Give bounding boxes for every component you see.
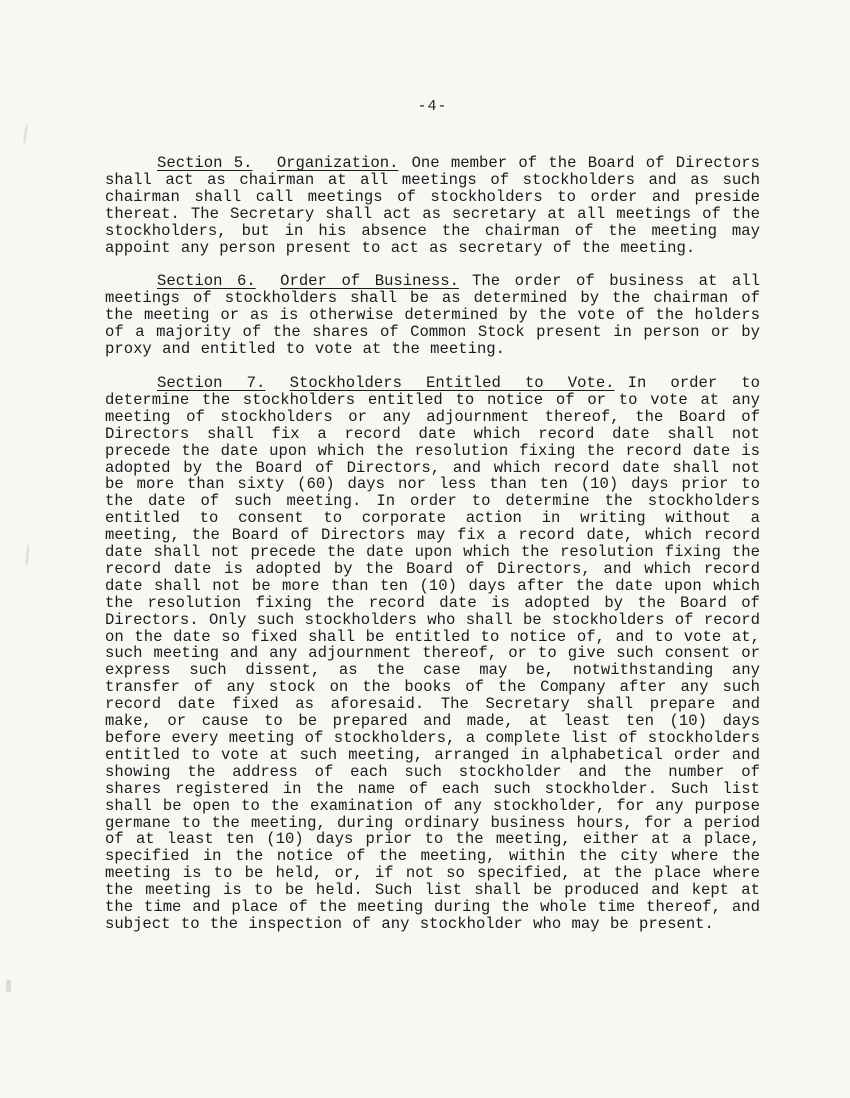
section-7-title: Stockholders Entitled to Vote.: [289, 373, 615, 392]
section-6-label: Section 6.: [157, 272, 256, 291]
section-5-body: One member of the Board of Directors shall act as chairman at all meetings of stockholders and as such chairman shall call meetings of stockholders to order and preside thereat. The Secretary shall act as secretary at all meetings of the stockholders, but in his absence the chairman of the meeting may appoint any person present to act as secretary of the meeting.: [105, 154, 760, 257]
section-7-paragraph: [105, 375, 760, 933]
section-5-label: Section 5.: [157, 154, 253, 172]
section-6-body: The order of business at all meetings of stockholders shall be as determined by the chairman of the meeting or as is otherwise determined by the vote of the holders of a majority of the shares of Common Stock present in person or by proxy and entitled to vote at the meeting.: [105, 272, 760, 359]
scan-artifact: [6, 980, 11, 992]
scan-artifact: [25, 544, 30, 566]
section-5-title: Organization.: [276, 154, 399, 172]
section-7-body: In order to determine the stockholders entitled to notice of or to vote at any meeting of stockholders or any adjournment thereof, the Board of Directors shall fix a record date which record date shall not precede the date upon which the resolution fixing the record date is adopted by the Board of Directors, and which record date shall not be more than sixty (60) days nor less than ten (10) days prior to the date of such meeting. In order to determine the stockholders entitled to consent to corporate action in writing without a meeting, the Board of Directors may fix a record date, which record date shall not precede the date upon which the resolution fixing the record date is adopted by the Board of Directors, and which record date shall not be more than ten (10) days after the date upon which the resolution fixing the record date is adopted by the Board of Directors. Only such stockholders who shall be stockholders of record on the date so fixed shall be entitled to notice of, and to vote at, such meeting and any adjournment thereof, or to give such consent or express such dissent, as the case may be, notwithstanding any transfer of any stock on the books of the Company after any such record date fixed as aforesaid. The Secretary shall prepare and make, or cause to be prepared and made, at least ten (10) days before every meeting of stockholders, a complete list of stockholders entitled to vote at such meeting, arranged in alphabetical order and showing the address of each such stockholder and the number of shares registered in the name of each such stockholder. Such list shall be open to the examination of any stockholder, for any purpose germane to the meeting, during ordinary business hours, for a period of at least ten (10) days prior to the meeting, either at a place, specified in the notice of the meeting, within the city where the meeting is to be held, or, if not so specified, at the place where the meeting is to be held. Such list shall be produced and kept at the time and place of the meeting during the whole time thereof, and subject to the inspection of any stockholder who may be present.: [105, 373, 761, 933]
section-6-paragraph: [105, 273, 760, 358]
section-6-title: Order of Business.: [280, 272, 459, 291]
scan-artifact: [23, 124, 29, 144]
section-7-label: Section 7.: [157, 373, 266, 392]
section-5-paragraph: [105, 155, 760, 256]
page-number: -4-: [417, 98, 448, 115]
